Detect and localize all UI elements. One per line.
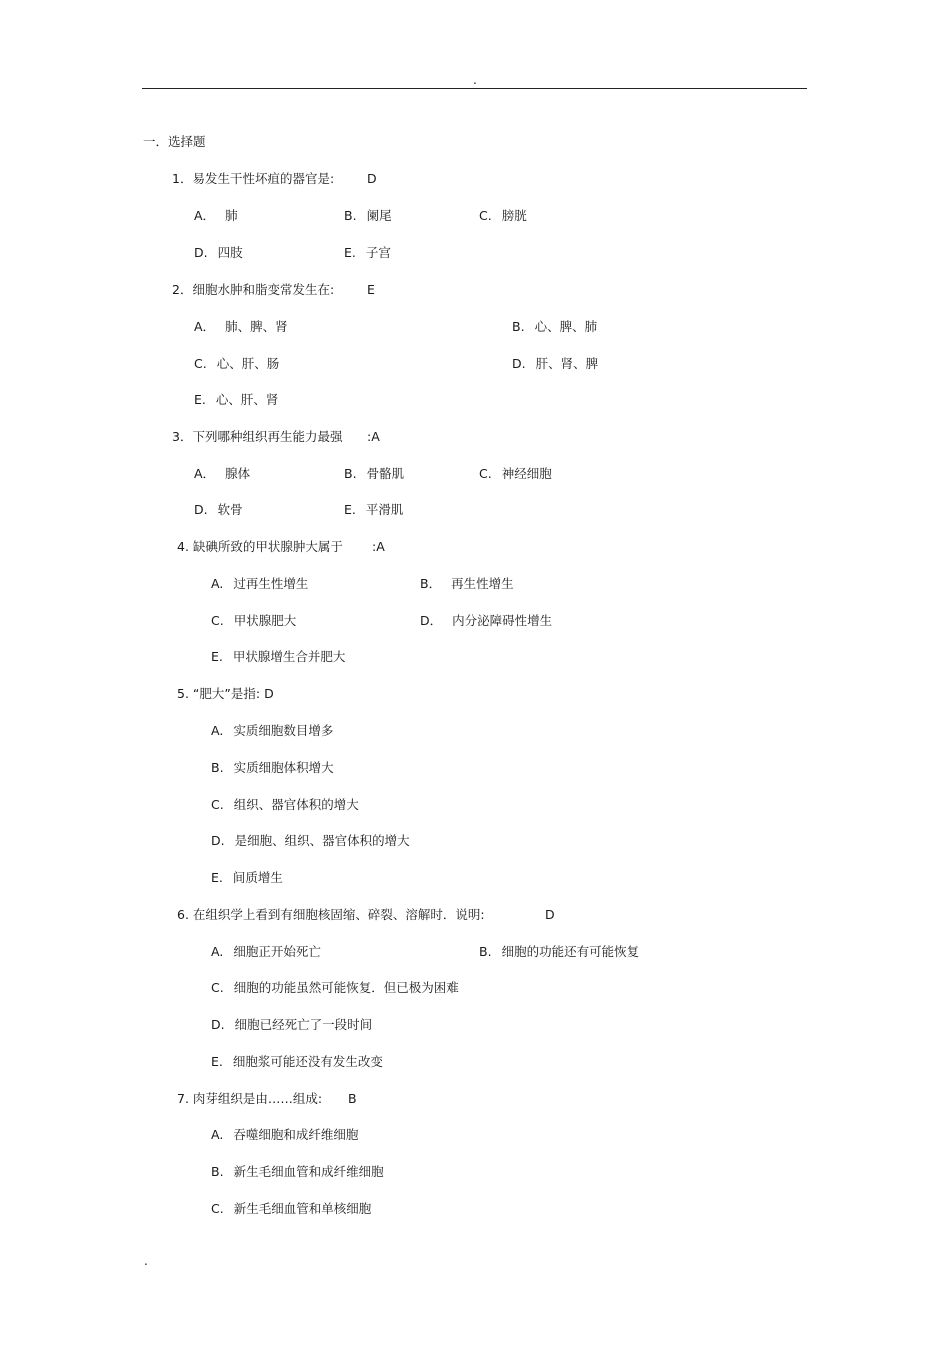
option-c [194, 358, 279, 371]
question-answer: B [348, 1091, 357, 1106]
option-text: 心、肝、肾 [215, 392, 279, 407]
option-b [344, 468, 404, 481]
option-label: D. [211, 1017, 225, 1032]
option-label: C. [479, 208, 492, 223]
question-answer: :A [372, 539, 385, 554]
option-d [211, 1019, 372, 1032]
option-label: B. [344, 466, 357, 481]
option-c [479, 468, 552, 481]
option-label: B. [211, 760, 224, 775]
option-text: 阑尾 [366, 208, 392, 223]
option-text: 骨骼肌 [366, 466, 405, 481]
option-text: 软骨 [217, 502, 243, 517]
option-label: D. [194, 502, 208, 517]
option-b [211, 762, 334, 775]
option-text: 平滑肌 [365, 502, 404, 517]
question-stem: 3．下列哪种组织再生能力最强 [172, 429, 343, 444]
question-stem: 6. 在组织学上看到有细胞核固缩、碎裂、溶解时．说明: [177, 907, 485, 922]
question-answer: E [367, 282, 375, 297]
option-text: 实质细胞体积增大 [233, 760, 334, 775]
section-title: 一．选择题 [143, 134, 206, 149]
option-label: E. [344, 245, 356, 260]
option-text: 吞噬细胞和成纤维细胞 [233, 1127, 359, 1142]
option-label: B． [420, 576, 442, 591]
option-text: 四肢 [217, 245, 243, 260]
option-b [211, 1166, 384, 1179]
option-b [512, 321, 597, 334]
option-text: 细胞正开始死亡 [233, 944, 321, 959]
option-a [194, 210, 238, 223]
option-label: D. [512, 356, 526, 371]
option-label: E. [194, 392, 206, 407]
question-3 [172, 431, 342, 444]
option-c [211, 982, 459, 995]
option-label: A． [194, 319, 216, 334]
option-text: 再生性增生 [451, 576, 514, 591]
option-label: C. [194, 356, 207, 371]
option-text: 膀胱 [501, 208, 527, 223]
option-text: 间质增生 [232, 870, 283, 885]
option-text: 肺 [225, 208, 238, 223]
option-label: C. [211, 980, 224, 995]
option-label: B. [479, 944, 492, 959]
option-label: A． [194, 466, 216, 481]
option-d [512, 358, 598, 371]
option-text: 内分泌障碍性增生 [452, 613, 553, 628]
question-1 [172, 173, 334, 186]
option-d [194, 247, 243, 260]
option-label: C. [211, 797, 224, 812]
option-label: B. [344, 208, 357, 223]
option-text: 肝、肾、脾 [535, 356, 599, 371]
option-d [420, 615, 552, 628]
option-text: 实质细胞数目增多 [233, 723, 334, 738]
question-stem: 5. “肥大”是指: [177, 686, 261, 701]
question-stem: 2．细胞水肿和脂变常发生在: [172, 282, 335, 297]
option-a [194, 468, 250, 481]
question-2 [172, 284, 334, 297]
question-stem: 7. 肉芽组织是由……组成: [177, 1091, 323, 1106]
option-c [211, 1203, 371, 1216]
question-answer: D [367, 171, 377, 186]
question-4 [177, 541, 343, 554]
option-label: E. [211, 870, 223, 885]
option-text: 是细胞、组织、器官体积的增大 [234, 833, 410, 848]
option-text: 神经细胞 [501, 466, 552, 481]
option-label: C. [479, 466, 492, 481]
option-b [479, 946, 639, 959]
option-label: D. [211, 833, 225, 848]
option-text: 细胞已经死亡了一段时间 [234, 1017, 373, 1032]
question-stem: 1．易发生干性坏疽的器官是: [172, 171, 335, 186]
option-label: E. [211, 649, 223, 664]
option-label: B. [211, 1164, 224, 1179]
option-text: 过再生性增生 [233, 576, 309, 591]
option-label: A. [211, 944, 224, 959]
option-label: A. [211, 576, 224, 591]
question-7 [177, 1093, 322, 1106]
option-text: 细胞的功能还有可能恢复 [501, 944, 640, 959]
option-c [211, 615, 296, 628]
option-text: 甲状腺增生合并肥大 [232, 649, 346, 664]
option-label: C. [211, 1201, 224, 1216]
header-rule [142, 88, 807, 89]
option-text: 腺体 [225, 466, 251, 481]
option-e [344, 247, 391, 260]
option-e [194, 394, 278, 407]
question-stem: 4. 缺碘所致的甲状腺肿大属于 [177, 539, 343, 554]
option-label: A. [211, 723, 224, 738]
option-label: C. [211, 613, 224, 628]
option-e [211, 1056, 383, 1069]
option-c [211, 799, 359, 812]
option-label: B. [512, 319, 525, 334]
question-6 [177, 909, 485, 922]
option-a [211, 946, 321, 959]
header-mark: . [473, 73, 477, 87]
question-answer: D [264, 686, 274, 701]
option-e [344, 504, 403, 517]
option-text: 心、脾、肺 [534, 319, 598, 334]
option-text: 心、肝、肠 [216, 356, 280, 371]
option-b [344, 210, 392, 223]
option-label: A． [194, 208, 216, 223]
question-answer: D [545, 907, 555, 922]
option-label: E. [211, 1054, 223, 1069]
option-d [194, 504, 243, 517]
option-text: 新生毛细血管和单核细胞 [233, 1201, 372, 1216]
option-d [211, 835, 410, 848]
option-c [479, 210, 527, 223]
option-text: 肺、脾、肾 [225, 319, 288, 334]
option-text: 子宫 [365, 245, 391, 260]
option-label: D． [420, 613, 443, 628]
option-a [194, 321, 288, 334]
question-5 [177, 688, 274, 701]
option-e [211, 651, 345, 664]
footer-mark: . [144, 1254, 148, 1268]
option-b [420, 578, 514, 591]
option-label: D. [194, 245, 208, 260]
option-a [211, 725, 333, 738]
option-text: 新生毛细血管和成纤维细胞 [233, 1164, 384, 1179]
question-answer: :A [367, 429, 380, 444]
option-a [211, 578, 308, 591]
option-text: 细胞的功能虽然可能恢复．但已极为困难 [233, 980, 459, 995]
option-label: A. [211, 1127, 224, 1142]
option-text: 细胞浆可能还没有发生改变 [232, 1054, 383, 1069]
option-text: 甲状腺肥大 [233, 613, 297, 628]
option-label: E. [344, 502, 356, 517]
option-a [211, 1129, 358, 1142]
option-text: 组织、器官体积的增大 [233, 797, 359, 812]
option-e [211, 872, 283, 885]
